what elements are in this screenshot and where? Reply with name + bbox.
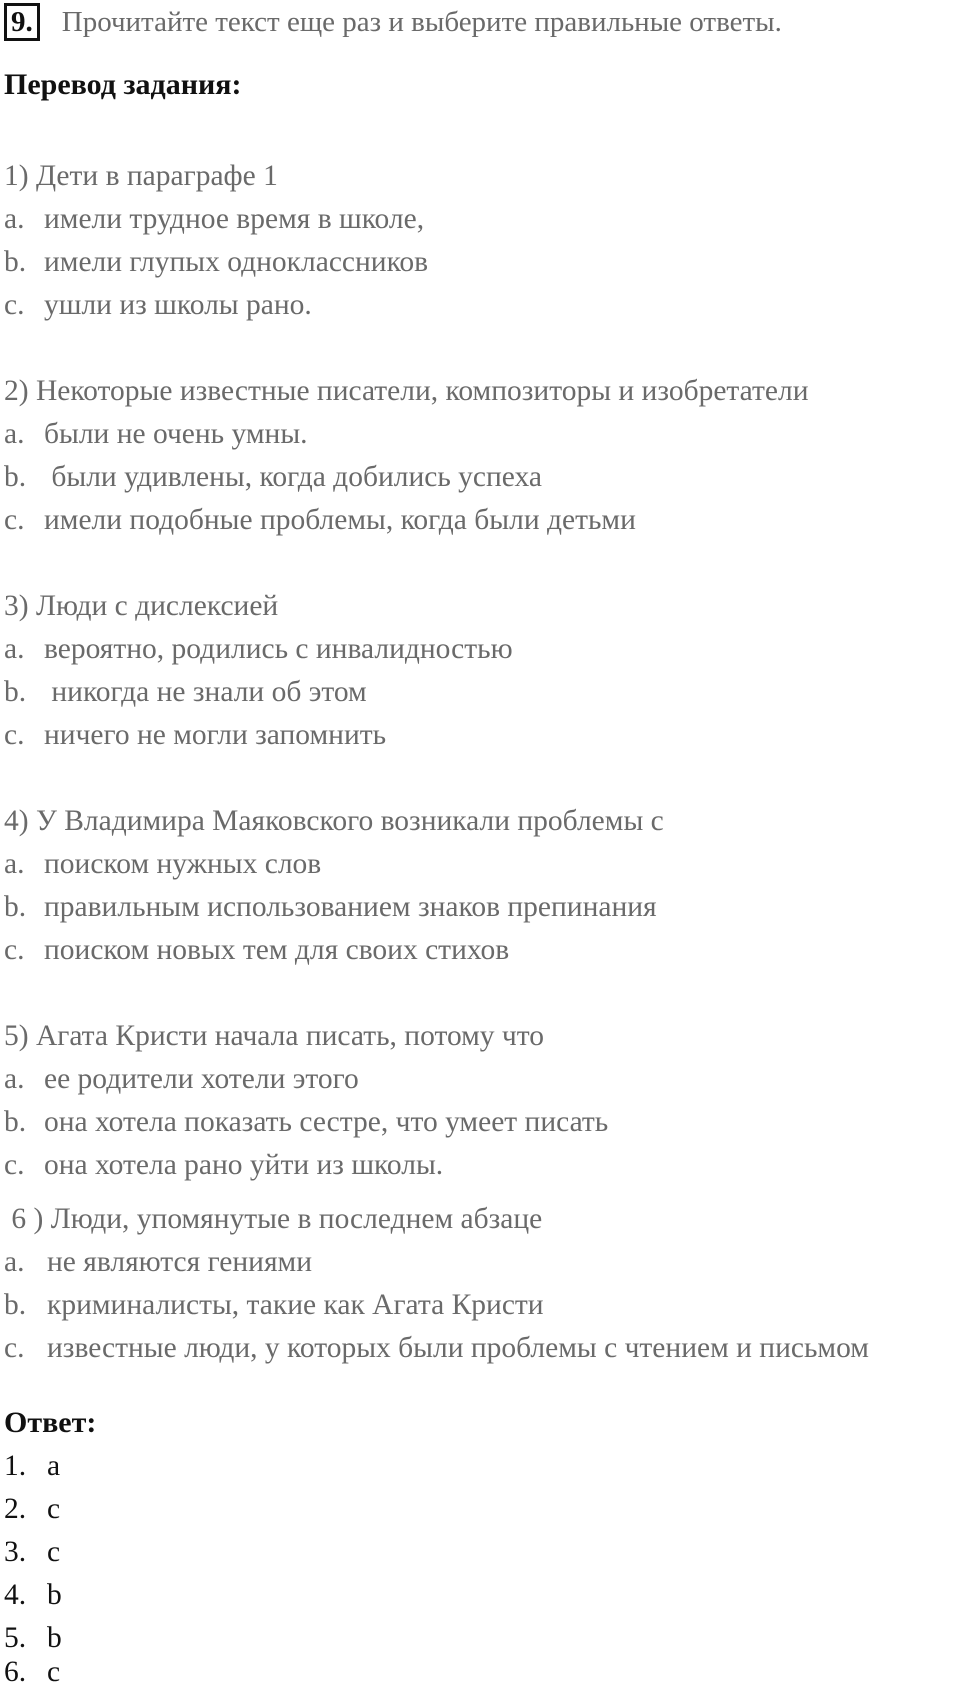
task-header	[4, 0, 782, 44]
option-text: имели глупых одноклассников	[44, 246, 429, 278]
question-5-stem: 5) Агата Кристи начала писать, потому что	[4, 1020, 545, 1052]
question-1-option-b	[4, 242, 428, 282]
question-2-option-b	[4, 457, 542, 497]
answer-value: b	[47, 1622, 62, 1654]
question-1-option-a	[4, 199, 424, 239]
answer-heading: Ответ:	[4, 1406, 97, 1439]
question-6-stem: 6 ) Люди, упомянутые в последнем абзаце	[4, 1203, 543, 1235]
question-4-option-c	[4, 930, 509, 970]
question-3-option-a	[4, 629, 513, 669]
answer-line	[4, 1489, 60, 1529]
question-5-option-a	[4, 1059, 359, 1099]
answer-number: 6.	[4, 1656, 27, 1688]
option-letter: a.	[4, 418, 25, 450]
option-text: она хотела рано уйти из школы.	[44, 1149, 444, 1181]
option-letter: c.	[4, 504, 25, 536]
answer-value: b	[47, 1579, 62, 1611]
option-letter: a.	[4, 848, 25, 880]
option-text: ничего не могли запомнить	[44, 719, 387, 751]
answer-value: c	[47, 1493, 61, 1525]
answer-number: 3.	[4, 1536, 27, 1568]
option-text: поиском нужных слов	[44, 848, 322, 880]
option-letter: b.	[4, 246, 27, 278]
question-4-option-a	[4, 844, 321, 884]
option-text: криминалисты, такие как Агата Кристи	[47, 1289, 544, 1321]
option-text: известные люди, у которых были проблемы с чтением и письмом	[47, 1332, 869, 1364]
task-number-badge: 9.	[4, 3, 40, 41]
option-letter: b.	[4, 1106, 27, 1138]
question-2-option-c	[4, 500, 636, 540]
option-letter: c.	[4, 1149, 25, 1181]
question-3-option-b	[4, 672, 367, 712]
question-6-option-c	[4, 1328, 869, 1368]
option-letter: a.	[4, 633, 25, 665]
option-letter: c.	[4, 289, 25, 321]
question-4-option-b	[4, 887, 657, 927]
translation-heading: Перевод задания:	[4, 68, 242, 101]
question-4-stem: 4) У Владимира Маяковского возникали проблемы с	[4, 805, 664, 837]
answer-line	[4, 1532, 60, 1572]
option-text: поиском новых тем для своих стихов	[44, 934, 510, 966]
answer-value: c	[47, 1656, 61, 1688]
option-text: были не очень умны.	[44, 418, 308, 450]
answer-line	[4, 1446, 60, 1486]
answer-number: 1.	[4, 1450, 27, 1482]
option-text: были удивлены, когда добились успеха	[44, 461, 542, 493]
option-letter: a.	[4, 203, 25, 235]
question-6-option-b	[4, 1285, 544, 1325]
option-text: ушли из школы рано.	[44, 289, 312, 321]
option-text: она хотела показать сестре, что умеет писать	[44, 1106, 609, 1138]
option-text: никогда не знали об этом	[44, 676, 367, 708]
option-text: имели подобные проблемы, когда были детьми	[44, 504, 636, 536]
question-3-stem: 3) Люди с дислексией	[4, 590, 279, 622]
option-text: не являются гениями	[47, 1246, 312, 1278]
answer-value: a	[47, 1450, 61, 1482]
question-1-option-c	[4, 285, 312, 325]
option-letter: b.	[4, 461, 27, 493]
answer-number: 5.	[4, 1622, 27, 1654]
answer-value: c	[47, 1536, 61, 1568]
answer-number: 4.	[4, 1579, 27, 1611]
option-letter: c.	[4, 1332, 25, 1364]
task-instruction: Прочитайте текст еще раз и выберите правильные ответы.	[61, 5, 782, 38]
option-letter: c.	[4, 719, 25, 751]
question-2-stem: 2) Некоторые известные писатели, композиторы и изобретатели	[4, 375, 809, 407]
option-letter: b.	[4, 676, 27, 708]
option-text: ее родители хотели этого	[44, 1063, 359, 1095]
option-text: вероятно, родились с инвалидностью	[44, 633, 513, 665]
question-6-option-a	[4, 1242, 312, 1282]
option-text: имели трудное время в школе,	[44, 203, 425, 235]
question-1-stem: 1) Дети в параграфе 1	[4, 160, 278, 192]
answer-number: 2.	[4, 1493, 27, 1525]
option-letter: c.	[4, 934, 25, 966]
question-5-option-b	[4, 1102, 608, 1142]
option-letter: b.	[4, 891, 27, 923]
question-3-option-c	[4, 715, 386, 755]
answer-line	[4, 1575, 62, 1615]
option-letter: b.	[4, 1289, 27, 1321]
option-letter: a.	[4, 1246, 25, 1278]
option-text: правильным использованием знаков препинания	[44, 891, 657, 923]
option-letter: a.	[4, 1063, 25, 1095]
answer-line	[4, 1652, 60, 1692]
question-5-option-c	[4, 1145, 443, 1185]
question-2-option-a	[4, 414, 308, 454]
